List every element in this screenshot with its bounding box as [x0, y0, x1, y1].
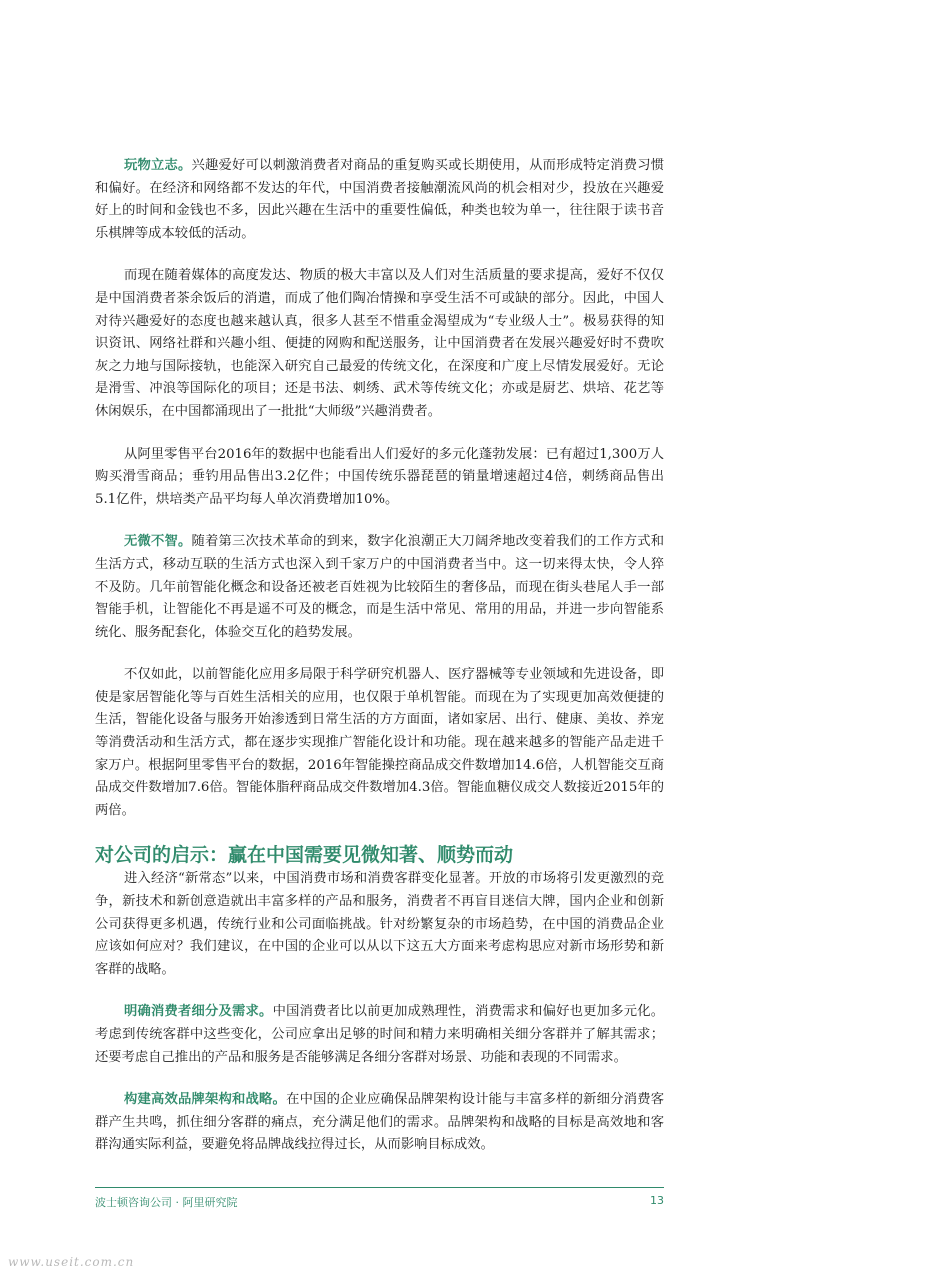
paragraph-hobby-detail [95, 265, 664, 423]
page-number: 13 [650, 1194, 664, 1207]
paragraph-smart-intro [95, 531, 664, 644]
paragraph-hobby-intro [95, 155, 664, 245]
paragraph-text: 兴趣爱好可以刺激消费者对商品的重复购买或长期使用，从而形成特定消费习惯和偏好。在经济和网络都不发达的年代，中国消费者接触潮流风尚的机会相对少，投放在兴趣爱好上的时间和金钱也不多，因此兴趣在生活中的重要性偏低，种类也较为单一，往往限于读书音乐棋牌等成本较低的活动。 [95, 158, 665, 241]
paragraph-text: 随着第三次技术革命的到来，数字化浪潮正大刀阔斧地改变着我们的工作方式和生活方式，移动互联的生活方式也深入到千家万户的中国消费者当中。这一切来得太快，令人猝不及防。几年前智能化概念和设备还被老百姓视为比较陌生的奢侈品，而现在街头巷尾人手一部智能手机，让智能化不再是遥不可及的概念，而是生活中常见、常用的用品，并进一步向智能系统化、服务配套化，体验交互化的趋势发展。 [95, 534, 665, 640]
footer-publisher: 波士顿咨询公司 · 阿里研究院 [95, 1196, 238, 1209]
paragraph-text: 从阿里零售平台2016年的数据中也能看出人们爱好的多元化蓬勃发展：已有超过1,300万人购买滑雪商品；垂钓用品售出3.2亿件；中国传统乐器琵琶的销量增速超过4倍，刺绣商品售出5.1亿件，烘培类产品平均每人单次消费增加10%。 [95, 446, 664, 507]
section-title: 对公司的启示：赢在中国需要见微知著、顺势而动 [95, 844, 514, 867]
paragraph-lead: 构建高效品牌架构和战略。 [124, 1092, 287, 1108]
paragraph-segmentation [95, 1001, 664, 1069]
paragraph-lead: 无微不智。 [124, 534, 192, 550]
footer-divider [95, 1187, 664, 1188]
paragraph-text: 在中国的企业应确保品牌架构设计能与丰富多样的新细分消费客群产生共鸣，抓住细分客群的痛点，充分满足他们的需求。品牌架构和战略的目标是高效地和客群沟通实际利益，要避免将品牌战线拉得过长，从而影响目标成效。 [95, 1092, 664, 1153]
paragraph-brand-architecture [95, 1089, 664, 1157]
paragraph-smart-detail [95, 664, 664, 822]
paragraph-text: 中国消费者比以前更加成熟理性，消费需求和偏好也更加多元化。考虑到传统客群中这些变化，公司应拿出足够的时间和精力来明确相关细分客群并了解其需求；还要考虑自己推出的产品和服务是否能够满足各细分客群对场景、功能和表现的不同需求。 [95, 1004, 665, 1065]
paragraph-section-intro [95, 868, 664, 981]
paragraph-text: 而现在随着媒体的高度发达、物质的极大丰富以及人们对生活质量的要求提高，爱好不仅仅是中国消费者茶余饭后的消遣，而成了他们陶冶情操和享受生活不可或缺的部分。因此，中国人对待兴趣爱好的态度也越来越认真，很多人甚至不惜重金渴望成为“专业级人士”。极易获得的知识资讯、网络社群和兴趣小组、便捷的网购和配送服务，让中国消费者在发展兴趣爱好时不费吹灰之力地与国际接轨，也能深入研究自己最爱的传统文化，在深度和广度上尽情发展爱好。无论是滑雪、冲浪等国际化的项目；还是书法、刺绣、武术等传统文化；亦或是厨艺、烘培、花艺等休闲娱乐，在中国都涌现出了一批批“大师级”兴趣消费者。 [95, 268, 664, 419]
paragraph-lead: 玩物立志。 [124, 158, 192, 173]
watermark: www.useit.com.cn [8, 1255, 135, 1269]
paragraph-lead: 明确消费者细分及需求。 [124, 1004, 273, 1020]
paragraph-text: 进入经济“新常态”以来，中国消费市场和消费客群变化显著。开放的市场将引发更激烈的竞争，新技术和新创意造就出丰富多样的产品和服务，消费者不再盲目迷信大牌，国内企业和创新公司获得更多机遇，传统行业和公司面临挑战。针对纷繁复杂的市场趋势，在中国的消费品企业应该如何应对？我们建议，在中国的企业可以从以下这五大方面来考虑构思应对新市场形势和新客群的战略。 [95, 871, 664, 977]
paragraph-hobby-data [95, 444, 664, 512]
page-content [95, 155, 664, 1177]
paragraph-text: 不仅如此，以前智能化应用多局限于科学研究机器人、医疗器械等专业领域和先进设备，即使是家居智能化等与百姓生活相关的应用，也仅限于单机智能。而现在为了实现更加高效便捷的生活，智能化设备与服务开始渗透到日常生活的方方面面，诸如家居、出行、健康、美妆、养宠等消费活动和生活方式，都在逐步实现推广智能化设计和功能。现在越来越多的智能产品走进千家万户。根据阿里零售平台的数据，2016年智能操控商品成交件数增加14.6倍，人机智能交互商品成交件数增加7.6倍。智能体脂秤商品成交件数增加4.3倍。智能血糖仪成交人数接近2015年的两倍。 [95, 667, 664, 818]
